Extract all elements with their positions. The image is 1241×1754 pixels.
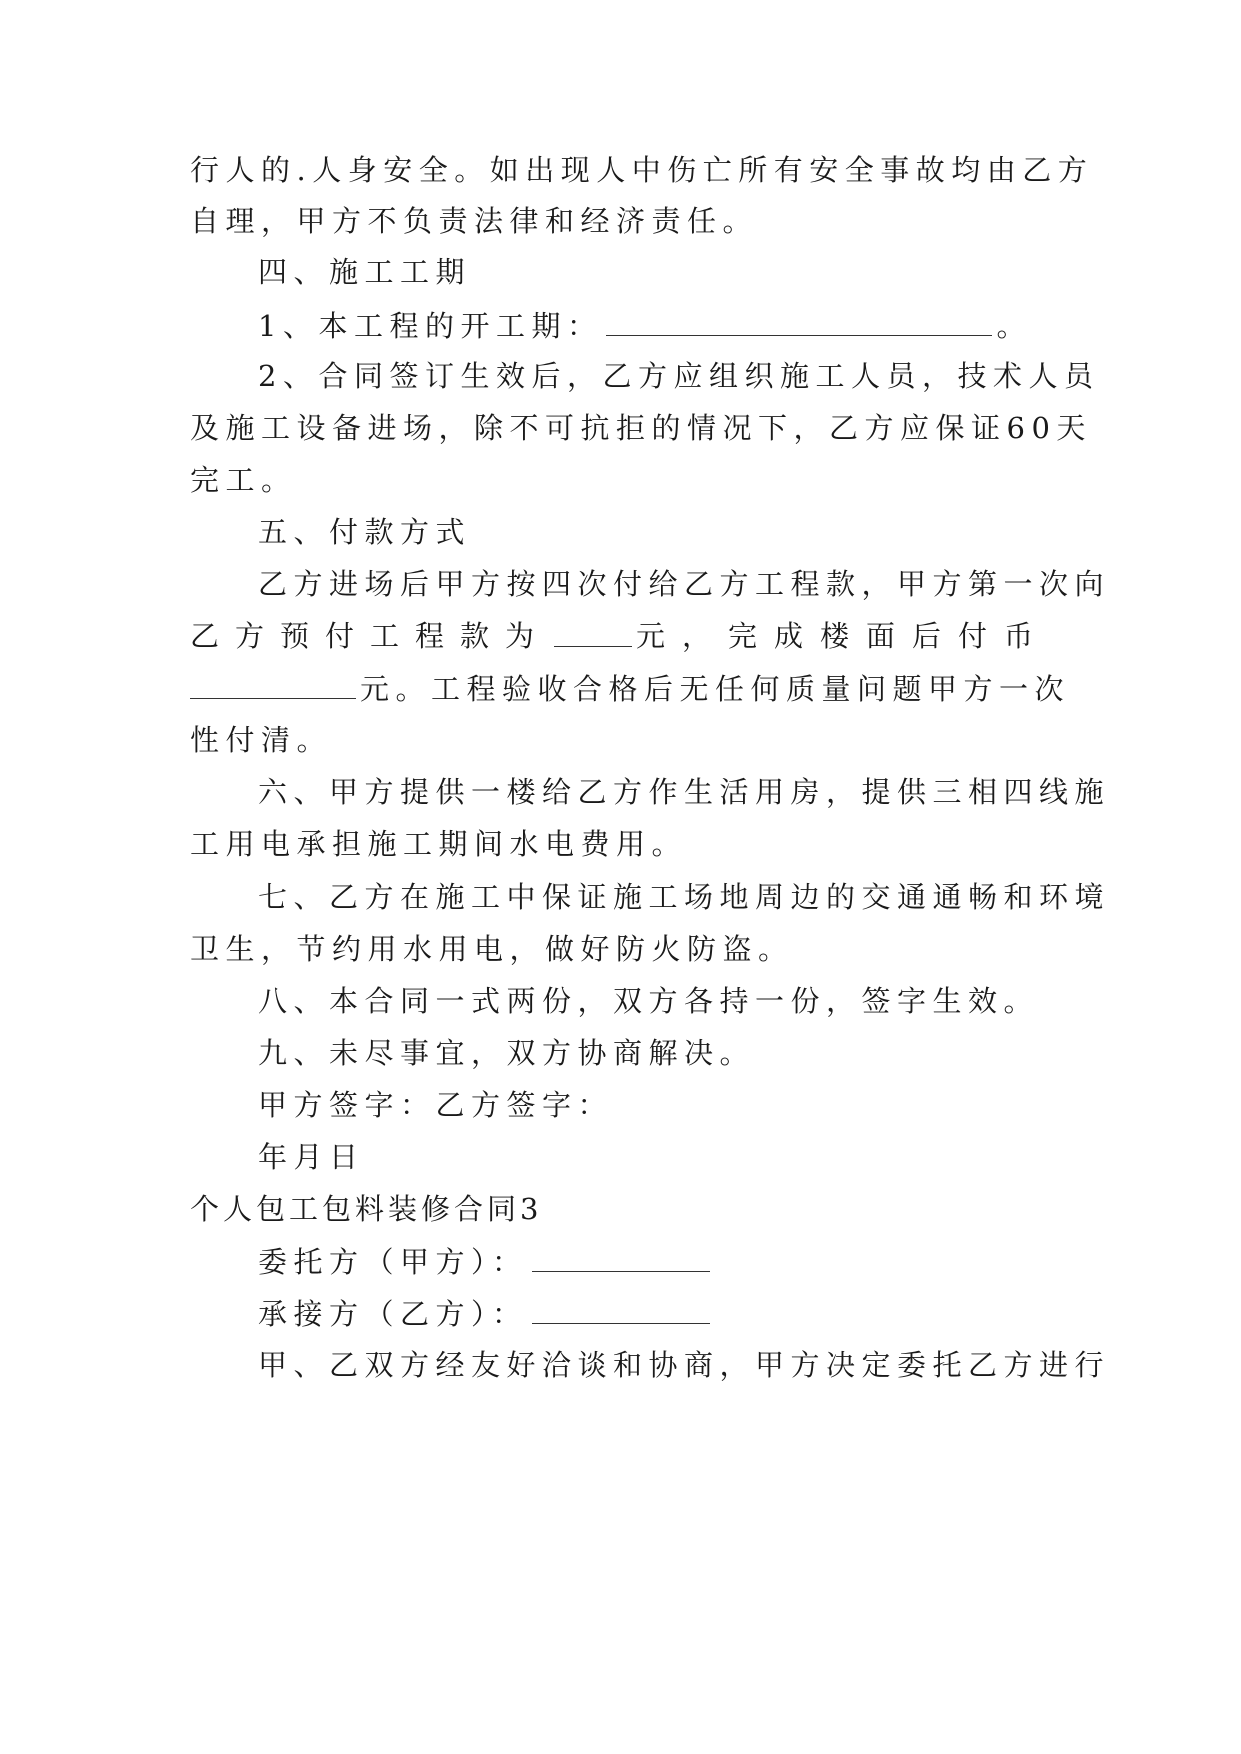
payment-blank <box>190 668 356 699</box>
prepayment-label: 乙方预付工程款为 <box>190 619 551 653</box>
paragraph-line: 七、乙方在施工中保证施工场地周边的交通通畅和环境 <box>258 880 1111 914</box>
party-b-label: 承接方（乙方）： <box>258 1297 528 1331</box>
prepayment-blank <box>554 616 632 647</box>
start-date-line <box>258 305 1050 345</box>
paragraph-line: 卫生，节约用水用电，做好防火防盗。 <box>190 932 794 966</box>
start-date-blank <box>606 305 992 336</box>
party-b-line <box>258 1293 1050 1333</box>
payment-line <box>190 668 1071 708</box>
start-date-label: 1、本工程的开工期： <box>258 309 603 343</box>
paragraph-line: 六、甲方提供一楼给乙方作生活用房，提供三相四线施 <box>258 775 1111 809</box>
paragraph-line: 行人的.人身安全。如出现人中伤亡所有安全事故均由乙方 <box>190 153 1094 187</box>
paragraph-line: 九、未尽事宜，双方协商解决。 <box>258 1036 756 1070</box>
payment-text: 元。工程验收合格后无任何质量问题甲方一次 <box>360 672 1071 706</box>
party-a-label: 委托方（甲方）： <box>258 1245 528 1279</box>
prepayment-suffix: 元，完成楼面后付币 <box>635 619 1050 653</box>
signature-line: 甲方签字：乙方签字： <box>258 1088 614 1122</box>
paragraph-line: 自理，甲方不负责法律和经济责任。 <box>190 204 759 238</box>
party-a-line <box>258 1241 1050 1281</box>
paragraph-line: 乙方进场后甲方按四次付给乙方工程款，甲方第一次向 <box>258 567 1111 601</box>
section-heading: 五、付款方式 <box>258 515 472 549</box>
paragraph-line: 甲、乙双方经友好洽谈和协商，甲方决定委托乙方进行 <box>258 1348 1111 1382</box>
paragraph-line: 及施工设备进场，除不可抗拒的情况下，乙方应保证60天 <box>190 411 1092 445</box>
paragraph-line: 性付清。 <box>190 723 333 757</box>
section-heading: 四、施工工期 <box>258 255 472 289</box>
paragraph-line: 2、合同签订生效后，乙方应组织施工人员，技术人员 <box>258 359 1100 393</box>
paragraph-line: 八、本合同一式两份，双方各持一份，签字生效。 <box>258 984 1040 1018</box>
start-date-end: 。 <box>996 309 1032 343</box>
contract-title: 个人包工包料装修合同3 <box>190 1192 543 1226</box>
paragraph-line: 工用电承担施工期间水电费用。 <box>190 827 688 861</box>
paragraph-line: 完工。 <box>190 463 297 497</box>
party-a-blank <box>532 1241 710 1272</box>
party-b-blank <box>532 1293 710 1324</box>
prepayment-line <box>190 616 1050 656</box>
date-line: 年月日 <box>258 1140 365 1174</box>
